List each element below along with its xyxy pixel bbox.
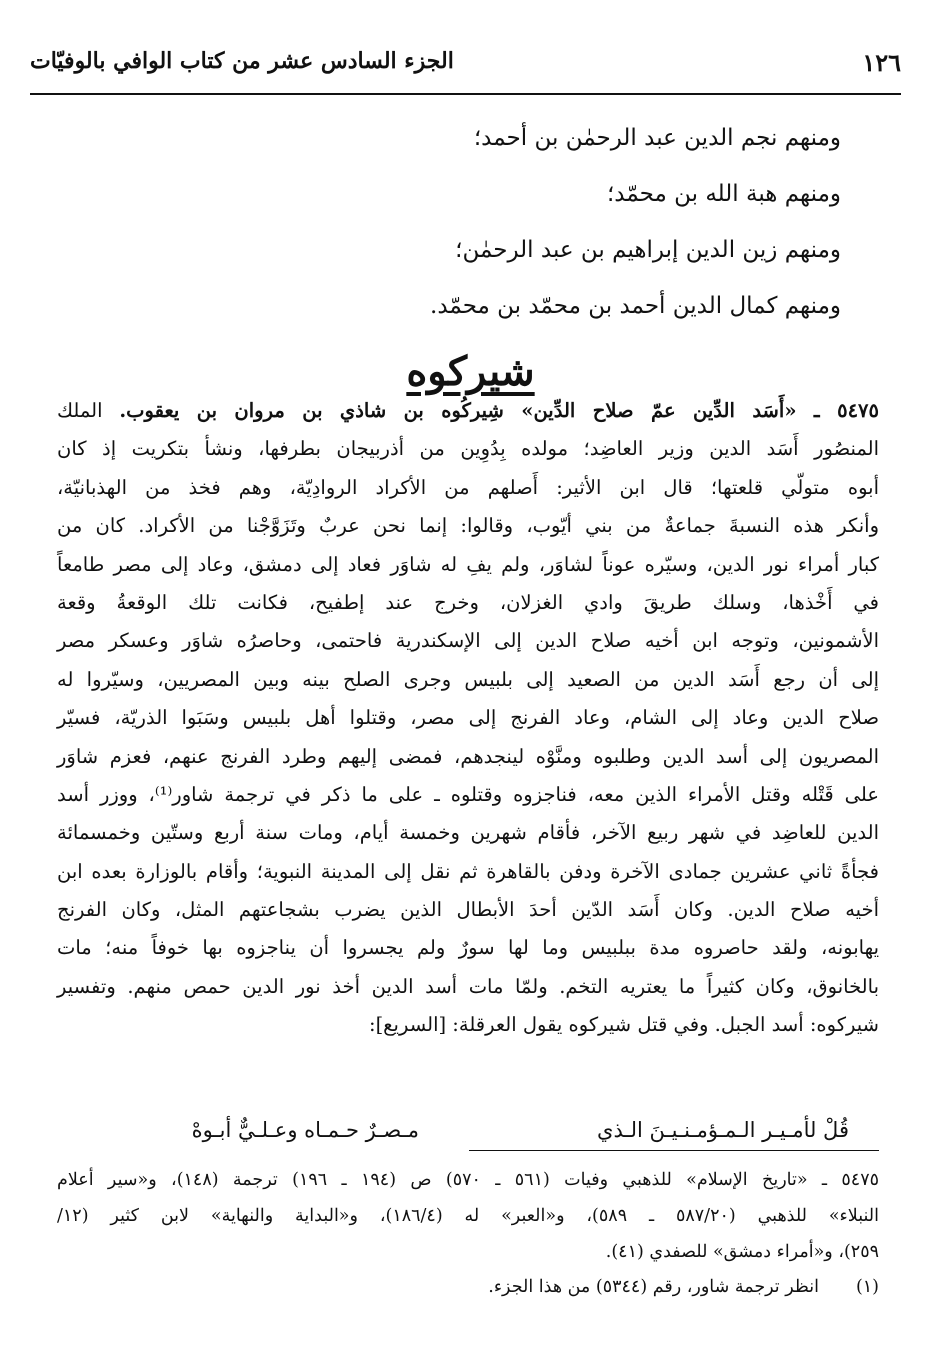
reference-line: ٢٥٩)، و«أمراء دمشق» للصفدي (٤١). <box>605 1242 879 1262</box>
section-title: شيركوه <box>406 348 535 395</box>
verse-hemistich-1: قُلْ لأمـيـر الـمـؤمـنـيـنَ الـذي <box>597 1118 849 1142</box>
text-line: شيركوه: أسد الجبل. وفي قتل شيركوه يقول العرقلة: [السريع]: <box>369 1013 879 1037</box>
footnote-text: انظر ترجمة شاور، رقم (٥٣٤٤) من هذا الجزء. <box>488 1277 819 1297</box>
entry-heading: ٥٤٧٥ ـ «أَسَد الدِّين عمّ صلاح الدِّين» شِيركُوه بن شاذي بن مروان بن يعقوب. <box>119 399 879 422</box>
poetry-verse <box>57 1110 879 1150</box>
text-line: الأشمونين، وتوجه ابن أخيه صلاح الدين إلى الإسكندرية فاحتمى، وحاصرُه شاوَر وعسكر مصر <box>57 629 879 653</box>
text-line: إلى أن رجع أَسَد الدين من الصعيد إلى بلبيس وجرى الصلح بينه وبين المصريين، وسيّروا له <box>57 667 879 691</box>
text-line: صلاح الدين وعاد إلى الشام، وعاد الفرنج إلى مصر، وقتلوا أهل بلبيس وسَبَوا الذريّة، فسيّر <box>57 706 879 730</box>
entry-heading-line <box>57 392 879 430</box>
header-rule <box>30 93 901 95</box>
page-header <box>30 40 901 90</box>
text-line: وأنكر هذه النسبةَ جماعةٌ من بني أيّوب، وقالوا: إنما نحن عربٌ وتَزَوَّجْنا من الأكراد. كان من <box>57 514 879 538</box>
text-line: الدين للعاضِد في شهر ربيع الآخر، فأقام شهرين وخمسة أيام، ومات سنة أربع وستّين وخمسمائة <box>57 821 879 845</box>
text-line: على قَتْله وقتل الأمراء الذين معه، فناجزوه وقتلوه ـ على ما ذكر في ترجمة شاور⁽¹⁾، ووزر أسد <box>57 782 880 806</box>
page-number: ١٢٦ <box>862 48 901 77</box>
reference-line: النبلاء» للذهبي (٥٨٧/٢٠ ـ ٥٨٩)، و«العبر» له (١٨٦/٤)، و«البداية والنهاية» لابن كثير (١٢/ <box>57 1206 879 1226</box>
list-item: ومنهم هبة الله بن محمّد؛ <box>606 181 841 207</box>
footnote-rule <box>469 1150 879 1151</box>
list-item: ومنهم زين الدين إبراهيم بن عبد الرحمٰن؛ <box>455 237 841 263</box>
text-line: في أَخْذها، وسلك طريقَ وادي الغزلان، وخرج عند إطفيح، فكانت تلك الوقعةُ وقعة <box>57 590 879 614</box>
list-item: ومنهم نجم الدين عبد الرحمٰن بن أحمد؛ <box>473 125 841 151</box>
entry-heading-tail: الملك <box>57 399 103 422</box>
footnote-marker: (١) <box>855 1277 879 1297</box>
text-line: المنصُور أَسَد الدين وزير العاضِد؛ مولده بِدُوِين من أذربيجان بطرفها، ونشأ بتكريت إذ كان <box>57 437 879 461</box>
text-line: المصريون إلى أسد الدين وطلبوه ومنَّوْه لينجدهم، فمضى إليهم وطرد الفرنج عنهم، فعزم شاوَر <box>57 744 879 768</box>
list-item: ومنهم كمال الدين أحمد بن محمّد بن محمّد. <box>430 293 841 319</box>
text-line: أبوه متولّي قلعتها؛ قال ابن الأثير: أَصلهم من الأكراد الروادِيّة، وهم فخذ من الهذبانيّة، <box>57 475 879 499</box>
text-line: بالخانوق، وكان كثيراً ما يعتريه التخم. ولمّا مات أسد الدين أخذ نور الدين حمص منهم. وتفسير <box>57 974 879 998</box>
text-line: فجأةً ثاني عشرين جمادى الآخرة ودفن بالقاهرة ثم نقل إلى المدينة النبوية؛ وأقام بالوزارة بعده ابن <box>57 859 879 883</box>
reference-line: ٥٤٧٥ ـ «تاريخ الإسلام» للذهبي وفيات (٥٦١ ـ ٥٧٠) ص (١٩٤ ـ ١٩٦) ترجمة (١٤٨)، و«سير أعلام <box>57 1170 879 1190</box>
running-title: الجزء السادس عشر من كتاب الوافي بالوفيّات <box>30 48 454 74</box>
references-footnote <box>57 1162 879 1270</box>
text-line: أخيه صلاح الدين. وكان أَسَد الدّين أحدَ الأبطال الذين يضرب بشجاعتهم المثل، وكان الفرنج <box>57 898 879 922</box>
verse-hemistich-2: مـصـرٌ حـمـاه وعـلـيٌّ أبـوهْ <box>191 1118 419 1142</box>
text-line: كبار أمراء نور الدين، وسيّره عوناً لشاوَر، ولم يفِ له شاوَر فعاد إلى دمشق، وعاد إلى مصر طامعاً <box>57 552 879 576</box>
text-line: يهابونه، ولقد حاصروه مدة ببلبيس وما لها سورٌ ولم يجسروا أن يناجزوه بها خوفاً منه؛ مات <box>57 936 879 960</box>
biography-entry <box>57 392 879 1045</box>
names-list <box>141 110 841 334</box>
footnote-1 <box>57 1270 879 1304</box>
